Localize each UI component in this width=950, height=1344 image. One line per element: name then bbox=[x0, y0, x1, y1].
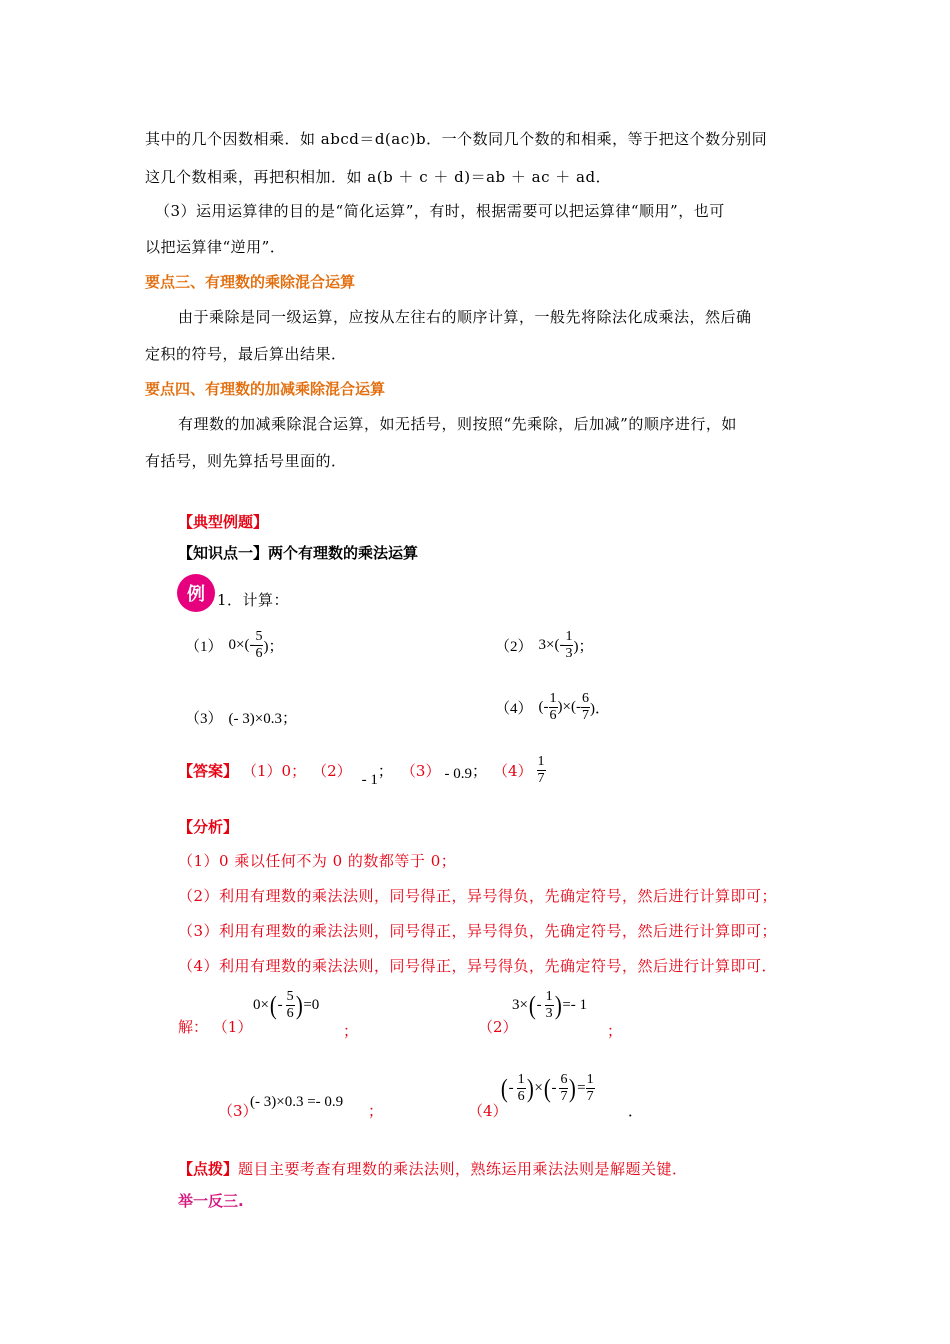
item-expr-end: )； bbox=[263, 639, 284, 655]
item-label: （3） bbox=[185, 711, 223, 727]
item-expr: (- bbox=[538, 699, 549, 715]
fraction: $\frac{1}{6}$ bbox=[549, 691, 557, 723]
answer-separator: ； bbox=[471, 762, 487, 780]
solution-4-label: （4） bbox=[468, 1102, 508, 1120]
item-expr: 3×(- bbox=[538, 637, 565, 653]
solution-2-expr: 3× ( - $\frac{1}{3}$ ) =- 1 bbox=[512, 989, 588, 1021]
minus-sign: - bbox=[277, 997, 283, 1013]
section3-line-2: 定积的符号，最后算出结果． bbox=[145, 345, 347, 363]
times-sign: × bbox=[534, 1080, 543, 1096]
item-label: （2） bbox=[495, 639, 533, 655]
intro-line-3: （3）运用运算律的目的是“简化运算”，有时，根据需要可以把运算律“顺用”，也可 bbox=[155, 202, 725, 220]
fraction: $\frac{1}{3}$ bbox=[545, 989, 553, 1021]
answer-separator: ； bbox=[377, 762, 393, 780]
item-expr-end: )． bbox=[589, 701, 610, 717]
minus-sign: - bbox=[508, 1080, 514, 1096]
fraction: $\frac{1}{7}$ bbox=[586, 1072, 594, 1104]
solution-2-label: （2） bbox=[478, 1018, 518, 1036]
intro-line-4: 以把运算律“逆用”． bbox=[145, 238, 286, 256]
answer-4-fraction: $\frac{1}{7}$ bbox=[537, 754, 545, 786]
question-number: 1． bbox=[217, 591, 243, 609]
section4-heading: 要点四、有理数的加减乘除混合运算 bbox=[145, 380, 386, 398]
fraction: $\frac{1}{3}$ bbox=[565, 629, 573, 661]
solution-expr: 0× bbox=[253, 997, 269, 1013]
answer-2-value: - 1 bbox=[361, 772, 378, 788]
knowledge-point-heading: 【知识点一】两个有理数的乘法运算 bbox=[178, 544, 419, 562]
tip-tag: 【点拨】 bbox=[178, 1160, 239, 1178]
question-line bbox=[217, 589, 289, 610]
question-text: 计算： bbox=[242, 591, 290, 609]
item-expr: 0×(- bbox=[228, 637, 255, 653]
fraction: $\frac{6}{7}$ bbox=[560, 1072, 568, 1104]
solution-tag: 解： bbox=[178, 1018, 209, 1036]
solution-3-expr: (- 3)×0.3 =- 0.9 bbox=[250, 1094, 344, 1110]
analysis-line-1: （1）0 乘以任何不为 0 的数都等于 0； bbox=[178, 852, 457, 870]
answer-3-label: （3） bbox=[400, 762, 441, 780]
question-item-1 bbox=[185, 630, 283, 661]
question-item-2 bbox=[495, 630, 593, 661]
analysis-line-4: （4）利用有理数的乘法法则，同号得正，异号得负，先确定符号，然后进行计算即可． bbox=[178, 957, 778, 975]
fraction: $\frac{5}{6}$ bbox=[286, 989, 294, 1021]
section4-line-1: 有理数的加减乘除混合运算，如无括号，则按照“先乘除，后加减”的顺序进行，如 bbox=[178, 415, 737, 433]
minus-sign: - bbox=[536, 997, 542, 1013]
answer-tag: 【答案】 bbox=[178, 762, 239, 780]
solution-3-label: （3） bbox=[218, 1102, 258, 1120]
solution-expr: 3× bbox=[512, 997, 528, 1013]
analysis-tag: 【分析】 bbox=[178, 818, 239, 836]
intro-line-2: 这几个数相乘，再把积相加．如 a(b ＋ c ＋ d)＝ab ＋ ac ＋ ad． bbox=[145, 168, 612, 186]
solution-1-semicolon: ； bbox=[343, 1022, 359, 1040]
tip-line bbox=[178, 1158, 688, 1179]
question-item-3 bbox=[185, 707, 297, 728]
answer-1: （1）0； bbox=[242, 762, 307, 780]
equals-sign: = bbox=[577, 1080, 586, 1096]
item-label: （4） bbox=[495, 701, 533, 717]
item-expr-mid: )×(- bbox=[557, 699, 581, 715]
section4-line-2: 有括号，则先算括号里面的． bbox=[145, 452, 347, 470]
solution-line-1 bbox=[178, 1016, 252, 1037]
solution-result: =- 1 bbox=[562, 997, 588, 1013]
analysis-line-2: （2）利用有理数的乘法法则，同号得正，异号得负，先确定符号，然后进行计算即可； bbox=[178, 887, 778, 905]
fraction: $\frac{6}{7}$ bbox=[581, 691, 589, 723]
item-label: （1） bbox=[185, 639, 223, 655]
answer-2-label: （2） bbox=[312, 762, 352, 780]
answer-line bbox=[178, 755, 546, 786]
solution-2-semicolon: ； bbox=[607, 1022, 623, 1040]
intro-line-1: 其中的几个因数相乘．如 abcd＝d(ac)b．一个数同几个数的和相乘，等于把这个数分别同 bbox=[145, 130, 768, 148]
solution-3-semicolon: ； bbox=[368, 1102, 384, 1120]
followup-heading: 举一反三. bbox=[178, 1192, 244, 1210]
typical-examples-heading: 【典型例题】 bbox=[178, 513, 269, 531]
item-expr-end: )； bbox=[573, 639, 594, 655]
fraction: $\frac{5}{6}$ bbox=[255, 629, 263, 661]
solution-4-expr: ( - $\frac{1}{6}$ ) × ( - $\frac{6}{7}$ ) = $\frac{1}{7}$ bbox=[500, 1072, 594, 1104]
solution-4-period: ． bbox=[628, 1102, 644, 1120]
section3-heading: 要点三、有理数的乘除混合运算 bbox=[145, 273, 356, 291]
minus-sign: - bbox=[551, 1080, 557, 1096]
fraction: $\frac{1}{6}$ bbox=[517, 1072, 525, 1104]
item-expr: (- 3)×0.3； bbox=[228, 711, 297, 727]
solution-result: =0 bbox=[303, 997, 320, 1013]
analysis-line-3: （3）利用有理数的乘法法则，同号得正，异号得负，先确定符号，然后进行计算即可； bbox=[178, 922, 778, 940]
solution-1-label: （1） bbox=[212, 1018, 253, 1036]
answer-3-value: - 0.9 bbox=[444, 766, 472, 782]
example-badge-icon: 例 bbox=[177, 574, 215, 612]
tip-text: 题目主要考查有理数的乘法法则，熟练运用乘法法则是解题关键． bbox=[238, 1160, 688, 1178]
answer-4-label: （4） bbox=[492, 762, 533, 780]
section3-line-1: 由于乘除是同一级运算，应按从左往右的顺序计算，一般先将除法化成乘法，然后确 bbox=[178, 308, 752, 326]
solution-1-expr: 0× ( - $\frac{5}{6}$ ) =0 bbox=[253, 989, 320, 1021]
question-item-4 bbox=[495, 692, 610, 723]
